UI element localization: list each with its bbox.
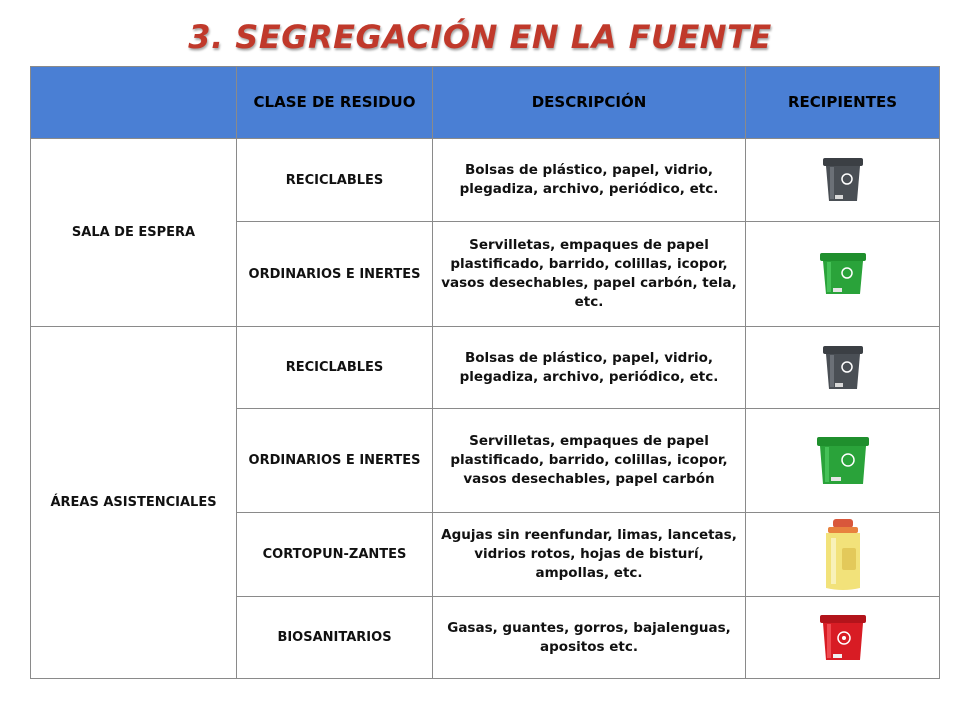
descripcion-cell: Gasas, guantes, gorros, bajalenguas, apositos etc. [433, 597, 746, 679]
header-descripcion: DESCRIPCIÓN [433, 67, 746, 139]
header-clase: CLASE DE RESIDUO [237, 67, 433, 139]
descripcion-cell: Bolsas de plástico, papel, vidrio, plegadiza, archivo, periódico, etc. [433, 139, 746, 222]
area-cell-sala-espera: SALA DE ESPERA [31, 139, 237, 327]
clase-cell: RECICLABLES [237, 139, 433, 222]
recipiente-cell [746, 139, 940, 222]
recipiente-cell [746, 597, 940, 679]
header-area [31, 67, 237, 139]
green-recycle-bin-icon [817, 251, 869, 297]
table-row [31, 139, 940, 222]
descripcion-cell: Agujas sin reenfundar, limas, lancetas, vidrios rotos, hojas de bisturí, ampollas, etc. [433, 513, 746, 597]
recipiente-cell [746, 409, 940, 513]
clase-cell: BIOSANITARIOS [237, 597, 433, 679]
page-title: 3. SEGREGACIÓN EN LA FUENTE [188, 18, 772, 56]
gray-recycle-bin-icon [820, 343, 866, 393]
descripcion-cell: Servilletas, empaques de papel plastificado, barrido, colillas, icopor, vasos desechables, papel carbón [433, 409, 746, 513]
clase-cell: RECICLABLES [237, 327, 433, 409]
red-biohazard-bin-icon [817, 613, 869, 663]
green-recycle-bin-icon [814, 435, 872, 487]
clase-cell: ORDINARIOS E INERTES [237, 222, 433, 327]
gray-recycle-bin-icon [820, 155, 866, 205]
sharps-container-icon [820, 518, 866, 592]
area-cell-areas-asistenciales: ÁREAS ASISTENCIALES [31, 327, 237, 679]
recipiente-cell [746, 513, 940, 597]
clase-cell: ORDINARIOS E INERTES [237, 409, 433, 513]
recipiente-cell [746, 222, 940, 327]
waste-segregation-table [30, 66, 940, 679]
descripcion-cell: Servilletas, empaques de papel plastificado, barrido, colillas, icopor, vasos desechables, papel carbón, tela, etc. [433, 222, 746, 327]
descripcion-cell: Bolsas de plástico, papel, vidrio, plegadiza, archivo, periódico, etc. [433, 327, 746, 409]
recipiente-cell [746, 327, 940, 409]
clase-cell: CORTOPUN-ZANTES [237, 513, 433, 597]
table-row [31, 327, 940, 409]
header-row [31, 67, 940, 139]
header-recipientes: RECIPIENTES [746, 67, 940, 139]
